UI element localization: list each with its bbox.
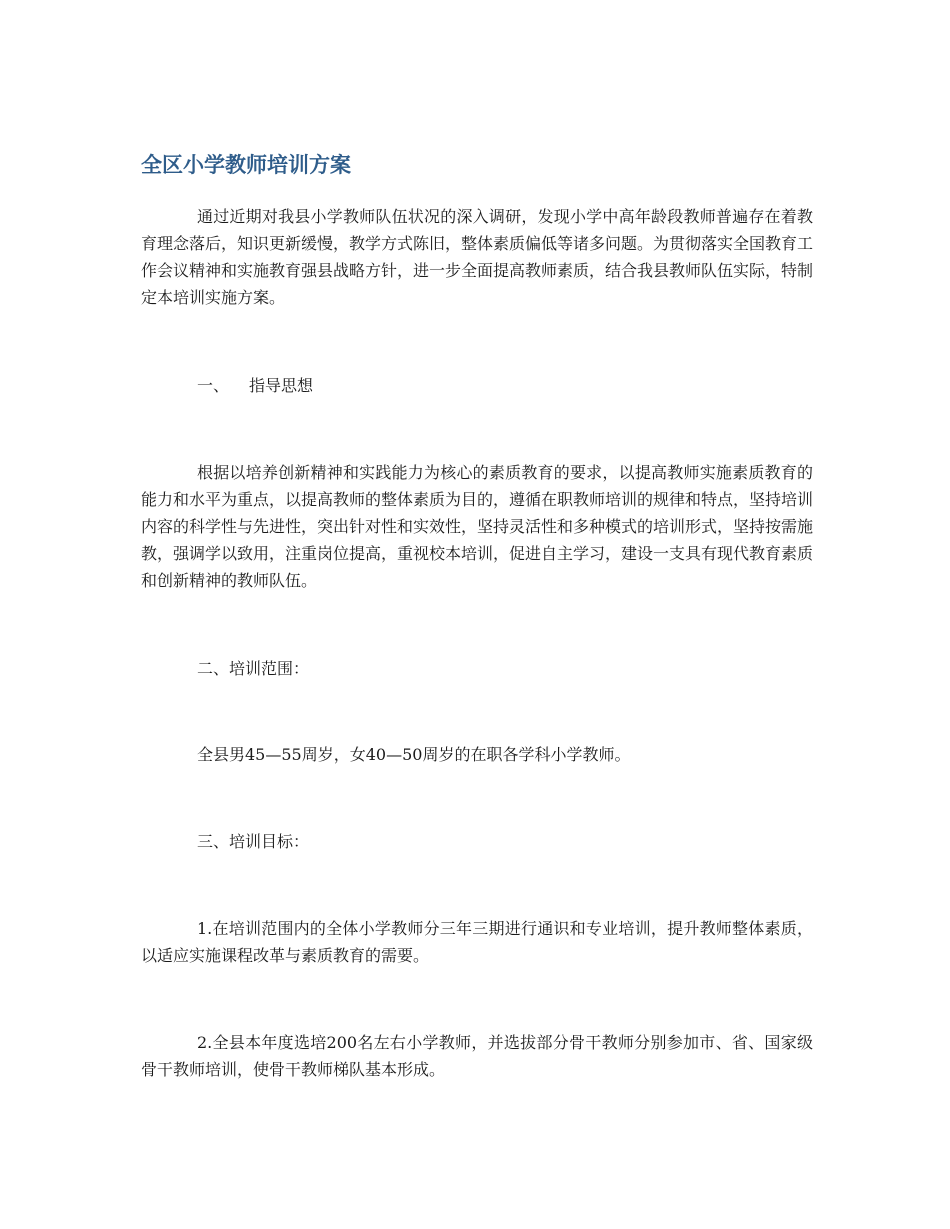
intro-paragraph: 通过近期对我县小学教师队伍状况的深入调研，发现小学中高年龄段教师普遍存在着教育理念落后，知识更新缓慢，教学方式陈旧，整体素质偏低等诸多问题。为贯彻落实全国教育工作会议精神和实施教育强县战略方针，进一步全面提高教师素质，结合我县教师队伍实际，特制定本培训实施方案。	[141, 207, 814, 307]
section-3-item-2: 2.全县本年度选培200名左右小学教师，并选拔部分骨干教师分别参加市、省、国家级骨干教师培训，使骨干教师梯队基本形成。	[141, 1033, 813, 1079]
section-3-item-1: 1.在培训范围内的全体小学教师分三年三期进行通识和专业培训，提升教师整体素质，以适应实施课程改革与素质教育的需要。	[141, 919, 813, 965]
document-title: 全区小学教师培训方案	[141, 153, 351, 177]
section-3-heading: 三、培训目标：	[197, 832, 310, 851]
section-2-body: 全县男45—55周岁，女40—50周岁的在职各学科小学教师。	[197, 745, 631, 764]
section-2-heading: 二、培训范围：	[197, 659, 310, 678]
section-1-title: 指导思想	[249, 376, 314, 395]
section-1-heading	[197, 372, 313, 399]
section-1-number: 一、	[197, 376, 230, 395]
section-1-body: 根据以培养创新精神和实践能力为核心的素质教育的要求，以提高教师实施素质教育的能力和水平为重点，以提高教师的整体素质为目的，遵循在职教师培训的规律和特点，坚持培训内容的科学性与先进性，突出针对性和实效性，坚持灵活性和多种模式的培训形式，坚持按需施教，强调学以致用，注重岗位提高，重视校本培训，促进自主学习，建设一支具有现代教育素质和创新精神的教师队伍。	[141, 463, 814, 590]
